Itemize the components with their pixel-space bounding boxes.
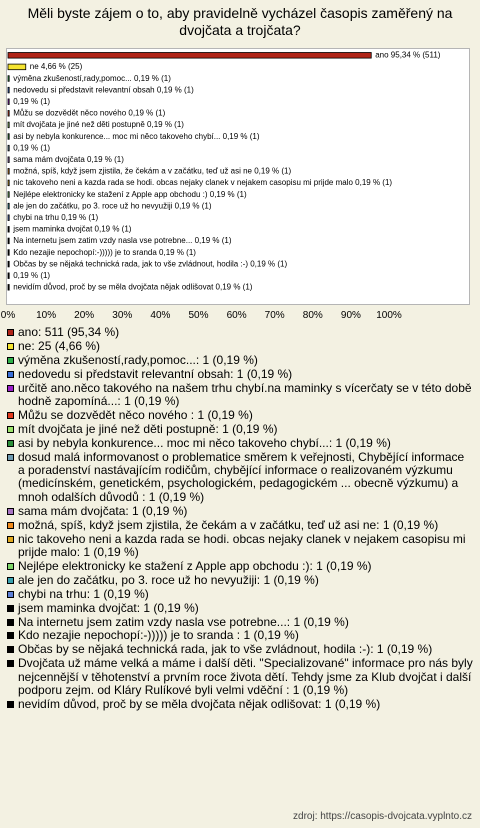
bar	[8, 87, 9, 93]
legend-label: ale jen do začátku, po 3. roce už ho nevyužiji: 1 (0,19 %)	[18, 572, 319, 587]
bar	[8, 285, 9, 291]
legend-label: nevidím důvod, proč by se měla dvojčata nějak odlišovat: 1 (0,19 %)	[18, 696, 381, 711]
legend-label: nic takoveho neni a kazda rada se hodi. obcas nejaky clanek v nejakem casopisu mi prijde malo: 1 (0,19 %)	[18, 531, 466, 559]
legend-item	[6, 409, 474, 422]
bar	[8, 215, 9, 221]
legend-item	[6, 451, 474, 505]
legend-item	[6, 382, 474, 409]
bar-label: výměna zkušeností,rady,pomoc... 0,19 % (1)	[13, 73, 171, 83]
bar-label: chybi na trhu 0,19 % (1)	[13, 213, 99, 222]
x-tick-label: 50%	[188, 310, 209, 321]
x-tick-label: 0%	[0, 310, 16, 321]
bar-row	[8, 201, 212, 210]
legend-item	[6, 643, 474, 656]
legend-label: chybi na trhu: 1 (0,19 %)	[18, 586, 149, 601]
bar-label: jsem maminka dvojčat 0,19 % (1)	[13, 224, 132, 234]
legend-label: Můžu se dozvědět něco nového : 1 (0,19 %)	[18, 407, 253, 422]
bar-row	[8, 283, 253, 292]
legend-swatch	[7, 591, 14, 598]
legend-label: nedovedu si představit relevantní obsah: 1 (0,19 %)	[18, 366, 293, 381]
legend-item	[6, 437, 474, 450]
legend-swatch	[7, 522, 14, 529]
legend-swatch	[7, 412, 14, 419]
legend-label: určitě ano.něco takového na našem trhu chybí.na maminky s vícerčaty se v této době hodně zapomíná...: 1 (0,19 %)	[18, 380, 472, 409]
legend-swatch	[7, 357, 14, 364]
legend-item	[6, 533, 474, 560]
bar-label: ale jen do začátku, po 3. roce už ho nevyužiji 0,19 % (1)	[13, 201, 212, 211]
bar-label: ano 95,34 % (511)	[375, 50, 441, 60]
x-tick-label: 60%	[226, 310, 247, 321]
bar-row	[8, 178, 392, 187]
legend-label: ano: 511 (95,34 %)	[18, 325, 120, 339]
bar-row	[8, 143, 50, 152]
x-tick-label: 10%	[36, 310, 57, 321]
legend-label: Nejlépe elektronicky ke stažení z Apple app obchodu :): 1 (0,19 %)	[18, 558, 372, 573]
chart-title: Měli byste zájem o to, aby pravidelně vycházel časopis zaměřený na dvojčata a trojčata?	[27, 5, 453, 38]
bar-label: sama mám dvojčata 0,19 % (1)	[13, 155, 124, 164]
legend	[6, 326, 474, 712]
legend-item	[6, 505, 474, 518]
bar-label: nevidím důvod, proč by se měla dvojčata nějak odlišovat 0,19 % (1)	[13, 282, 253, 292]
legend-label: výměna zkušeností,rady,pomoc...: 1 (0,19 %)	[18, 352, 258, 367]
x-tick-label: 40%	[150, 310, 171, 321]
x-tick-label: 80%	[302, 310, 323, 321]
legend-label: mít dvojčata je jiné než děti postupně: 1 (0,19 %)	[18, 421, 278, 436]
bar-row	[8, 109, 166, 118]
legend-swatch	[7, 454, 14, 461]
legend-swatch	[7, 563, 14, 570]
legend-label: sama mám dvojčata: 1 (0,19 %)	[18, 503, 188, 518]
bar-row	[8, 155, 124, 164]
bar-row	[8, 225, 132, 234]
legend-item	[6, 629, 474, 642]
bar-row	[8, 132, 260, 141]
bar-label: Nejlépe elektronicky ke stažení z Apple app obchodu :) 0,19 % (1)	[13, 189, 247, 199]
x-tick-label: 70%	[264, 310, 285, 321]
bar-label: Můžu se dozvědět něco nového 0,19 % (1)	[13, 108, 166, 118]
bar	[8, 64, 26, 70]
bar	[8, 99, 9, 105]
bar-label: nedovedu si představit relevantní obsah 0,19 % (1)	[13, 85, 194, 95]
legend-label: asi by nebyla konkurence... moc mi něco takoveho chybí...: 1 (0,19 %)	[18, 435, 391, 450]
bar	[8, 134, 9, 140]
plot-area	[6, 48, 470, 305]
x-tick-label: 90%	[340, 310, 361, 321]
legend-item	[6, 519, 474, 532]
bar-label: Kdo nezajie nepochopí:-))))) je to sranda 0,19 % (1)	[13, 247, 196, 257]
source-note: zdroj: https://casopis-dvojcata.vyplnto.cz	[293, 811, 472, 822]
legend-label: jsem maminka dvojčat: 1 (0,19 %)	[18, 600, 199, 615]
bar	[8, 157, 9, 163]
legend-swatch	[7, 508, 14, 515]
legend-item	[6, 354, 474, 367]
bar	[8, 238, 9, 244]
bar-label: nic takoveho neni a kazda rada se hodi. obcas nejaky clanek v nejakem casopisu mi prijde malo 0,19 % (1)	[13, 178, 393, 188]
bar-label: ne 4,66 % (25)	[29, 62, 83, 72]
bar-label: mít dvojčata je jiné než děti postupně 0,19 % (1)	[13, 120, 184, 130]
x-tick-label: 20%	[74, 310, 95, 321]
legend-item	[6, 698, 474, 711]
bar-row	[8, 85, 194, 94]
legend-swatch	[7, 577, 14, 584]
legend-swatch	[7, 646, 14, 653]
legend-swatch	[7, 440, 14, 447]
legend-swatch	[7, 605, 14, 612]
legend-swatch	[7, 536, 14, 543]
bar-row	[8, 236, 232, 245]
bar-row	[8, 213, 98, 222]
legend-swatch	[7, 619, 14, 626]
bar-label: 0,19 % (1)	[13, 143, 51, 153]
bar-label: 0,19 % (1)	[13, 97, 51, 106]
legend-swatch	[7, 632, 14, 639]
bar	[8, 122, 9, 128]
x-tick-label: 30%	[112, 310, 133, 321]
bar-row	[8, 271, 50, 280]
legend-item	[6, 657, 474, 697]
bar	[8, 111, 9, 117]
legend-label: Dvojčata už máme velká a máme i další děti. "Specializované" informace pro nás byly nejcennější v těhotenství a prvním roce života dětí. Tehdy jsme za Klub dvojčat i další podporu zejm. od Kláry Rulíkové byli velmi vděční : 1 (0,19 %)	[18, 656, 473, 698]
bar	[8, 180, 9, 186]
bar-row	[8, 97, 50, 106]
bar-row	[8, 120, 184, 129]
legend-item	[6, 368, 474, 381]
bar-chart-svg	[7, 49, 469, 304]
bar	[8, 145, 9, 151]
bar	[8, 53, 371, 59]
legend-label: možná, spíš, když jsem zjistila, že čekám a v začátku, teď už asi ne: 1 (0,19 %)	[18, 517, 439, 532]
bar-label: asi by nebyla konkurence... moc mi něco takoveho chybí... 0,19 % (1)	[13, 131, 260, 141]
legend-item	[6, 574, 474, 587]
bar-label: možná, spíš, když jsem zjistila, že čekám a v začátku, teď už asi ne 0,19 % (1)	[13, 166, 292, 176]
legend-swatch	[7, 701, 14, 708]
bar	[8, 273, 9, 279]
legend-swatch	[7, 426, 14, 433]
legend-label: dosud malá informovanost o problematice směrem k veřejnosti, Chybějící informace a poradenství nastávajícím rodičům, chybějící informace o realizovaném výzkumu (medicínském, genetickém, psychologickém, pedagogickém ... obecně výzkumu) a mnoh odalších důvodů : 1 (0,19 %)	[18, 449, 465, 504]
bar	[8, 169, 9, 175]
bar	[8, 250, 9, 256]
bar	[8, 76, 9, 82]
legend-label: Kdo nezajie nepochopí:-))))) je to sranda : 1 (0,19 %)	[18, 628, 299, 643]
legend-item	[6, 560, 474, 573]
bar	[8, 261, 9, 267]
bar-label: Občas by se nějaká technická rada, jak to vše zvládnout, hodila :-) 0,19 % (1)	[13, 259, 288, 269]
legend-swatch	[7, 371, 14, 378]
legend-swatch	[7, 385, 14, 392]
bar-row	[8, 190, 247, 199]
legend-swatch	[7, 329, 14, 336]
legend-swatch	[7, 343, 14, 350]
bar-row	[8, 259, 287, 268]
legend-item	[6, 340, 474, 353]
bar	[8, 192, 9, 198]
bar-label: 0,19 % (1)	[13, 271, 51, 280]
bar-row	[8, 62, 83, 71]
bar-row	[8, 167, 291, 176]
legend-item	[6, 423, 474, 436]
legend-swatch	[7, 660, 14, 667]
legend-label: ne: 25 (4,66 %)	[18, 338, 101, 353]
bar-row	[8, 51, 441, 60]
bar	[8, 203, 9, 209]
legend-item	[6, 326, 474, 339]
bar-row	[8, 248, 196, 257]
legend-label: Občas by se nějaká technická rada, jak to vše zvládnout, hodila :-): 1 (0,19 %)	[18, 642, 433, 657]
legend-item	[6, 602, 474, 615]
legend-item	[6, 616, 474, 629]
bar-label: Na internetu jsem zatim vzdy nasla vse potrebne... 0,19 % (1)	[13, 236, 232, 246]
x-tick-label: 100%	[376, 310, 402, 321]
legend-item	[6, 588, 474, 601]
legend-label: Na internetu jsem zatim vzdy nasla vse potrebne...: 1 (0,19 %)	[18, 614, 349, 629]
bar-row	[8, 74, 171, 83]
bar	[8, 227, 9, 233]
